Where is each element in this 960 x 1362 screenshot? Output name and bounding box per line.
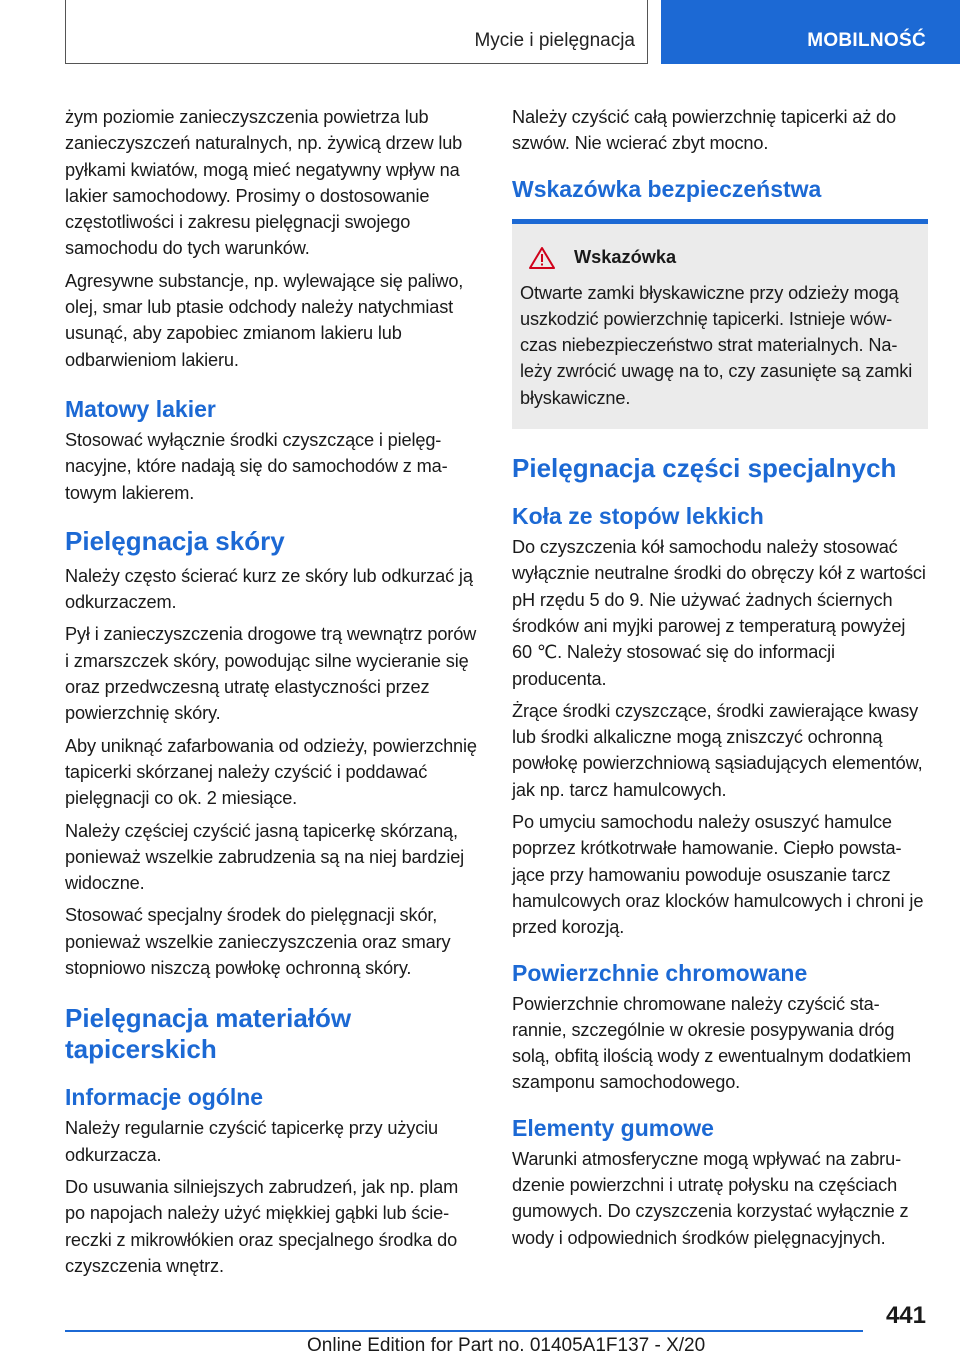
heading-chrome-surfaces: Powierzchnie chromowane [512,959,808,986]
heading-alloy-wheels: Koła ze stopów lekkich [512,503,764,530]
page-number: 441 [885,1302,926,1329]
paragraph: Agresywne substancje, np. wylewające się paliwo, olej, smar lub ptasie odchody należy natychmiast usunąć, aby zapobiec zmianom lakieru lub odbarwieniom lakieru. [65,270,464,370]
header-chapter-tab [661,0,960,64]
header-section-box [65,0,648,64]
paragraph: Należy często ścierać kurz ze skóry lub odkurzać ją odkurzaczem. [65,565,473,613]
left-column [65,104,480,1285]
heading-safety-note: Wskazówka bezpieczeństwa [512,175,822,202]
heading-leather-care: Pielęgnacja skóry [65,525,285,556]
heading-upholstery-care: Pielęgnacja materiałów tapicerskich [65,1003,352,1065]
heading-special-parts-care: Pielęgnacja części specjalnych [512,453,897,484]
paragraph: Żrące środki czyszczące, środki zawierające kwasy lub środki alkaliczne mogą zniszczyć ochronną powłokę powierzchniową sąsiadujących elementów, jak np. tarcz hamulcowych. [512,700,923,800]
paragraph: Należy czyścić całą powierzchnię tapicerki aż do szwów. Nie wcierać zbyt mocno. [512,107,896,154]
right-column [512,104,928,1257]
paragraph: Stosować wyłącznie środki czyszczące i pielęgnacyjne, które nadają się do samochodów z matowym lakierem. [65,429,448,503]
heading-matte-paint: Matowy lakier [65,395,216,422]
paragraph: Do czyszczenia kół samochodu należy stosować wyłącznie neutralne środki do obręczy kół z wartości pH rzędu 5 do 9. Nie używać żadnych ściernych środków ani myjki parowej z temperaturą powyżej 60 ℃. Należy stosować się do informacji producenta. [512,537,926,689]
paragraph: Warunki atmosferyczne mogą wpływać na zabrudzenie powierzchni i utratę połysku na częściach gumowych. Do czyszczenia korzystać wyłącznie z wody i odpowiednich środków pielęgnacyjnych. [512,1148,909,1248]
paragraph: żym poziomie zanieczyszczenia powietrza lub zanieczyszczeń naturalnych, np. żywicą drzew lub pyłkami kwiatów, mogą mieć negatywny wpływ na lakier samochodowy. Prosimy o dostosowanie częstotliwości i zakresu pielęgnacji swojego samochodu do tych warunków. [65,107,463,259]
paragraph: Po umyciu samochodu należy osuszyć hamulce poprzez krótkotrwałe hamowanie. Ciepło powstające przy hamowaniu powoduje osuszanie tarcz hamulcowych oraz klocków hamulcowych i chroni je przed korozją. [512,812,924,938]
paragraph: Należy regularnie czyścić tapicerkę przy użyciu odkurzacza. [65,1118,439,1165]
warning-box [512,219,928,429]
heading-general-info: Informacje ogólne [65,1084,264,1111]
paragraph: Należy częściej czyścić jasną tapicerkę skórzaną, ponieważ wszelkie zabrudzenia są na niej bardziej widoczne. [65,820,465,894]
warning-header [520,246,918,270]
paragraph: Powierzchnie chromowane należy czyścić starannie, szczególnie w okresie posypywania dróg solą, obfitą ilością wody z ewentualnym dodatkiem szamponu samochodowego. [512,993,912,1093]
footer-edition-text: Online Edition for Part no. 01405A1F137 - X/20 [307,1335,706,1356]
paragraph: Pył i zanieczyszczenia drogowe trą wewnątrz porów i zmarszczek skóry, powodując silne wycieranie się oraz przedwczesną utratę elastyczności przez powierzchnię skóry. [65,624,477,724]
warning-text: Otwarte zamki błyskawiczne przy odzieży mogą uszkodzić powierzchnię tapicerki. Istnieje wówczas niebezpieczeństwo strat materialnych. Należy zwrócić uwagę na to, czy zasunięte są zamki błyskawiczne. [520,282,913,408]
heading-rubber-parts: Elementy gumowe [512,1114,714,1141]
warning-triangle-icon [528,246,556,270]
paragraph: Aby uniknąć zafarbowania od odzieży, powierzchnię tapicerki skórzanej należy czyścić i poddawać pielęgnacji co ok. 2 miesiące. [65,735,477,809]
paragraph: Stosować specjalny środek do pielęgnacji skór, ponieważ wszelkie zanieczyszczenia oraz smary stopniowo niszczą powłokę ochronną skóry. [65,905,451,979]
chapter-title: MOBILNOŚĆ [807,30,926,51]
paragraph: Do usuwania silniejszych zabrudzeń, jak np. plam po napojach należy użyć miękkiej gąbki lub ściereczki z mikrowłókien oraz specjalnego środka do czyszczenia wnętrz. [65,1176,459,1276]
warning-title: Wskazówka [574,247,677,268]
section-title: Mycie i pielęgnacja [474,30,635,51]
footer-divider [65,1330,863,1332]
